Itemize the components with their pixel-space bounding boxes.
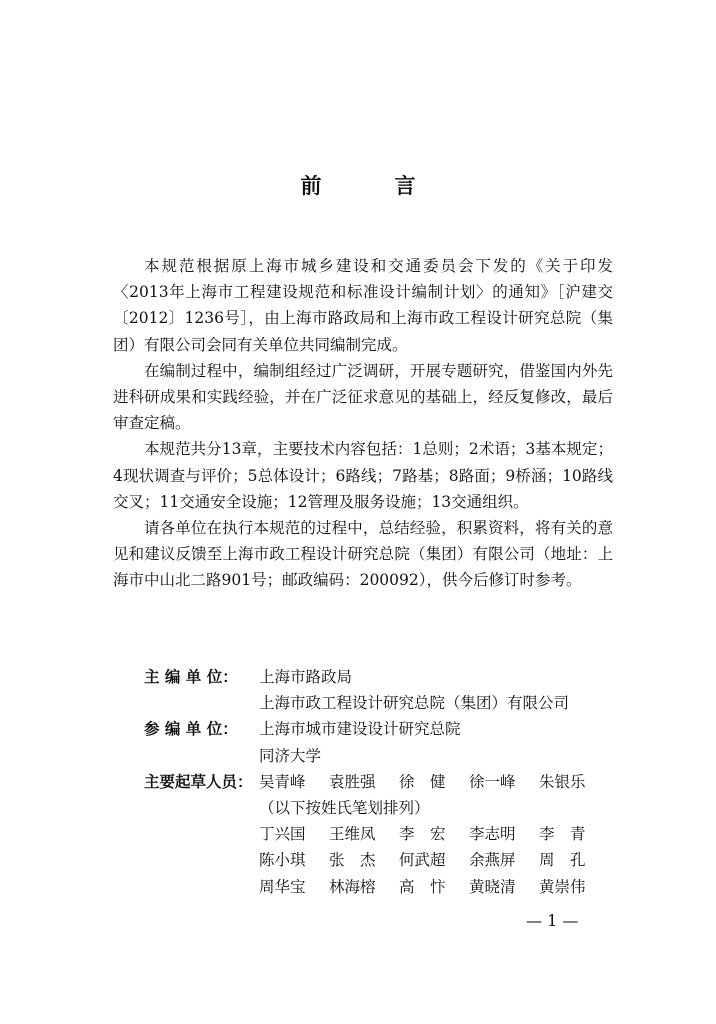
drafter-name: 陈小琪 — [259, 851, 306, 870]
drafter-name: 徐 健 — [399, 772, 446, 791]
chief-unit: 上海市政工程设计研究总院（集团）有限公司 — [259, 694, 570, 713]
drafters-label: 主要起草人员： — [144, 772, 253, 791]
drafter-name: 李 青 — [539, 825, 586, 844]
paragraph-4: 请各单位在执行本规范的过程中，总结经验，积累资料，将有关的意见和建议反馈至上海市政工程设计研究总院（集团）有限公司（地址：上海市中山北二路901号；邮政编码：200092），供今后修订时参考。 — [113, 519, 613, 590]
order-note: （以下按姓氏笔划排列） — [259, 799, 430, 818]
drafter-name: 王维凤 — [329, 825, 376, 844]
credits-section — [113, 664, 613, 900]
drafter-name: 高 忭 — [399, 877, 446, 896]
participant-label: 参 编 单 位： — [144, 720, 238, 739]
chief-editor-row — [113, 664, 613, 716]
chief-unit: 上海市路政局 — [259, 668, 353, 686]
drafter-name: 周华宝 — [259, 877, 306, 896]
chief-editor-label: 主 编 单 位： — [144, 668, 238, 686]
drafter-name: 黄晓清 — [469, 877, 516, 896]
drafter-name: 林海榕 — [329, 877, 376, 896]
drafter-name: 余燕屏 — [469, 851, 516, 870]
drafter-name: 李 宏 — [399, 825, 446, 844]
paragraph-2: 在编制过程中，编制组经过广泛调研，开展专题研究，借鉴国内外先进科研成果和实践经验，并在广泛征求意见的基础上，经反复修改，最后审查定稿。 — [113, 361, 613, 433]
drafter-name: 周 孔 — [539, 851, 586, 870]
participant-unit: 上海市城市建设设计研究总院 — [259, 720, 461, 739]
drafter-name: 何武超 — [399, 851, 446, 870]
lead-drafters — [259, 769, 613, 795]
drafter-name: 黄崇伟 — [539, 877, 586, 896]
paragraph-3: 本规范共分13章，主要技术内容包括：1总则；2术语；3基本规定；4现状调查与评价；5总体设计；6路线；7路基；8路面；9桥涵；10路线交叉；11交通安全设施；12管理及服务设施；13交通组织。 — [113, 440, 613, 511]
drafter-name: 袁胜强 — [329, 772, 376, 791]
participant-unit: 同济大学 — [259, 746, 322, 765]
drafter-name: 朱银乐 — [539, 772, 586, 791]
page-number: — 1 — — [526, 911, 579, 930]
page-title: 前 言 — [300, 174, 442, 198]
paragraph-1: 本规范根据原上海市城乡建设和交通委员会下发的《关于印发〈2013年上海市工程建设规范和标准设计编制计划〉的通知》［沪建交〔2012〕1236号］，由上海市路政局和上海市政工程设计研究总院（集团）有限公司会同有关单位共同编制完成。 — [113, 257, 613, 354]
drafter-name: 丁兴国 — [259, 825, 306, 844]
drafter-name: 李志明 — [469, 825, 516, 844]
participant-row — [113, 716, 613, 768]
preface-body — [113, 253, 613, 594]
drafter-name: 张 杰 — [329, 851, 376, 870]
other-drafters — [259, 821, 613, 900]
drafter-name: 吴青峰 — [259, 772, 306, 791]
drafter-name: 徐一峰 — [469, 772, 516, 791]
drafters-row — [113, 769, 613, 900]
